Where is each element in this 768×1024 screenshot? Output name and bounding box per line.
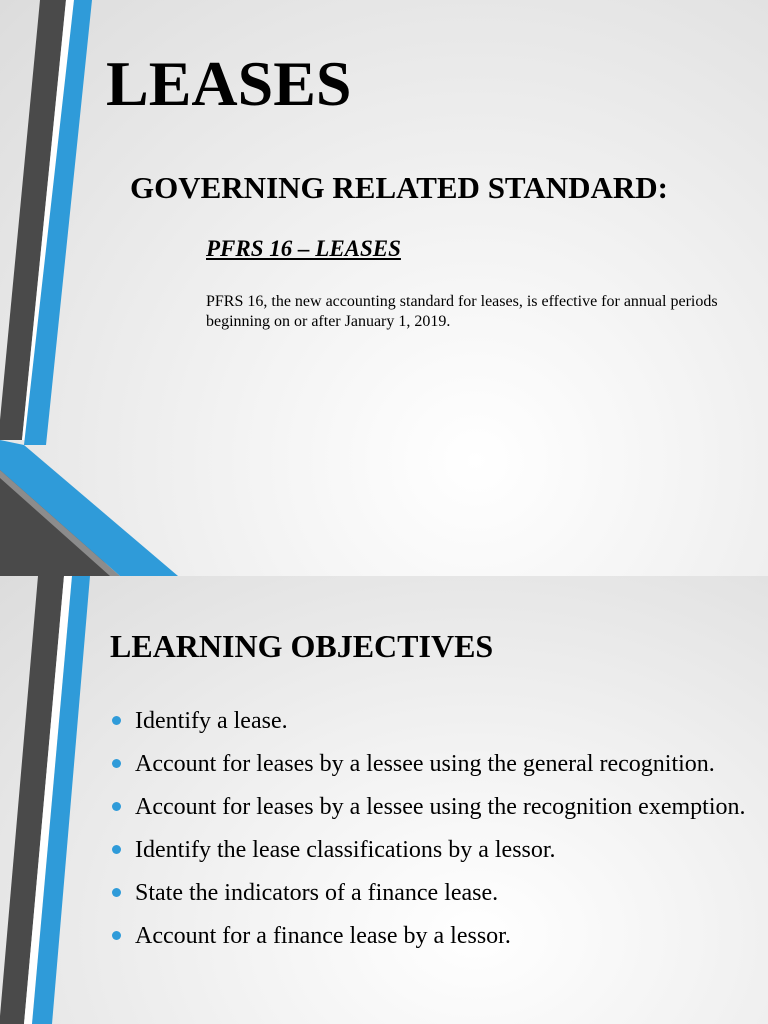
list-item-text: Account for a finance lease by a lessor. — [135, 923, 511, 949]
list-item — [110, 878, 750, 909]
bullet-icon — [112, 716, 121, 725]
list-item-text: Identify the lease classifications by a lessor. — [135, 837, 556, 863]
dark-corner-stripe — [0, 455, 118, 576]
dark-diagonal-stripe — [0, 576, 64, 1024]
list-item — [110, 835, 750, 866]
list-item-text: Account for leases by a lessee using the recognition exemption. — [135, 794, 746, 820]
slide-learning-objectives — [0, 576, 768, 1024]
gray-corner-stripe — [0, 470, 120, 576]
objectives-list — [110, 706, 750, 964]
list-item-text: Identify a lease. — [135, 708, 288, 734]
slide-subtitle: GOVERNING RELATED STANDARD: — [130, 170, 668, 205]
blue-corner-stripe — [0, 440, 178, 576]
standard-name: PFRS 16 – LEASES — [206, 236, 401, 261]
list-item — [110, 921, 750, 952]
list-item — [110, 749, 750, 780]
list-item — [110, 792, 750, 823]
slide-title: LEARNING OBJECTIVES — [110, 628, 494, 664]
dark-diagonal-stripe — [0, 0, 66, 440]
white-diagonal-stripe — [24, 576, 72, 1024]
blue-diagonal-stripe — [24, 0, 92, 445]
bullet-icon — [112, 845, 121, 854]
slide-title: LEASES — [106, 48, 352, 119]
bullet-icon — [112, 759, 121, 768]
bullet-icon — [112, 888, 121, 897]
list-item-text: State the indicators of a finance lease. — [135, 880, 499, 906]
list-item — [110, 706, 750, 737]
bullet-icon — [112, 931, 121, 940]
bullet-icon — [112, 802, 121, 811]
slide-decoration — [0, 576, 120, 1024]
standard-description: PFRS 16, the new accounting standard for leases, is effective for annual periods beginning on or after January 1, 2019. — [206, 293, 718, 330]
blue-diagonal-stripe — [32, 576, 90, 1024]
white-diagonal-stripe — [22, 0, 74, 440]
list-item-text: Account for leases by a lessee using the general recognition. — [135, 751, 715, 777]
